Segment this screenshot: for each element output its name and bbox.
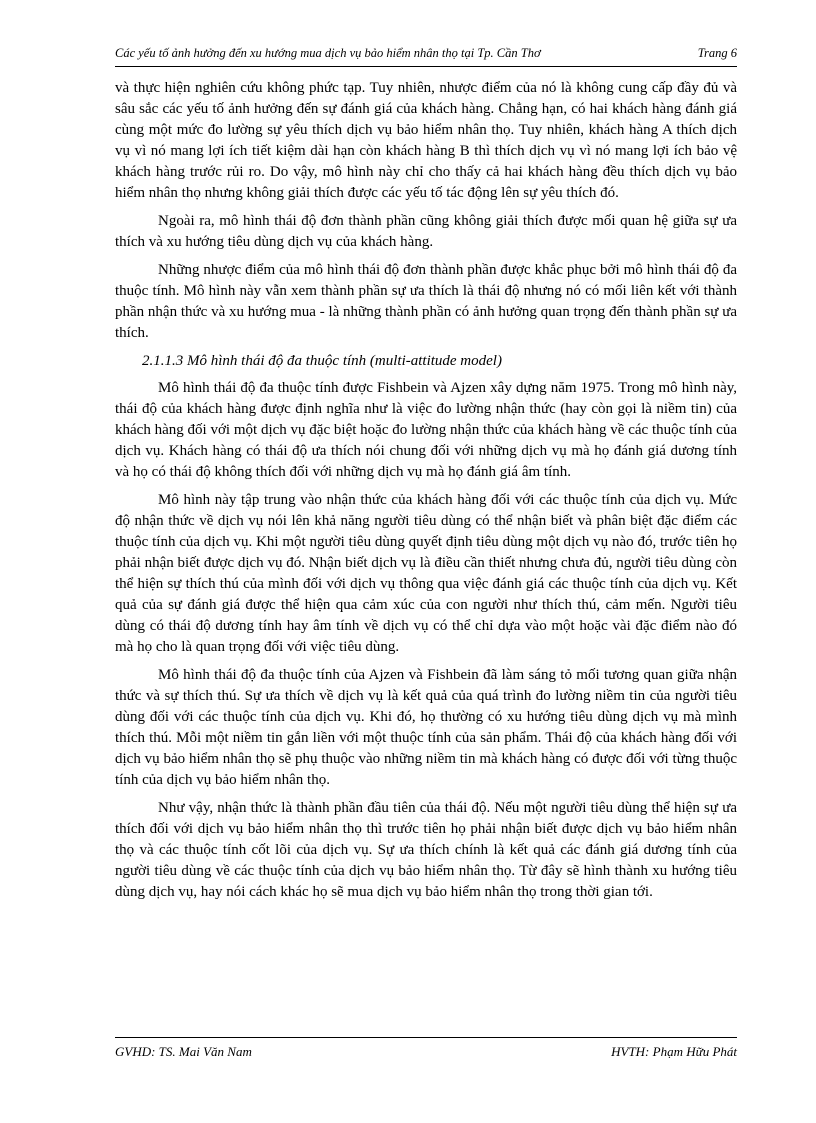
paragraph: Như vậy, nhận thức là thành phần đầu tiên của thái độ. Nếu một người tiêu dùng thể hiện sự ưa thích đối với dịch vụ bảo hiểm nhân thọ thì trước tiên họ phải nhận biết được dịch vụ bảo hiểm nhân thọ và các thuộc tính cốt lõi của dịch vụ. Sự ưa thích chính là kết quả các đánh giá dương tính của người tiêu dùng về các thuộc tính của dịch vụ bảo hiểm nhân thọ. Từ đây sẽ hình thành xu hướng tiêu dùng dịch vụ, hay nói cách khác họ sẽ mua dịch vụ bảo hiểm nhân thọ trong thời gian tới. — [115, 800, 737, 900]
page-header — [115, 44, 737, 67]
header-title: Các yếu tố ảnh hưởng đến xu hướng mua dịch vụ bảo hiểm nhân thọ tại Tp. Cần Thơ — [115, 46, 541, 60]
paragraph: và thực hiện nghiên cứu không phức tạp. Tuy nhiên, nhược điểm của nó là không cung cấp đầy đủ và sâu sắc các yếu tố ảnh hưởng đến sự đánh giá của khách hàng. Chẳng hạn, có hai khách hàng đánh giá cùng một mức đo lường sự yêu thích dịch vụ bảo hiểm nhân thọ. Tuy nhiên, khách hàng A thích dịch vụ vì nó mang lợi ích tiết kiệm dài hạn còn khách hàng B thì thích dịch vụ vì nó mang lợi ích bảo vệ khách hàng trước rủi ro. Do vậy, mô hình này chỉ cho thấy cả hai khách hàng đều thích dịch vụ bảo hiểm nhân thọ nhưng không giải thích được các yếu tố tác động lên sự yêu thích đó. — [115, 80, 737, 201]
footer-student: HVTH: Phạm Hữu Phát — [611, 1044, 737, 1059]
header-page-number: Trang 6 — [697, 46, 737, 60]
footer-advisor: GVHD: TS. Mai Văn Nam — [115, 1044, 252, 1059]
document-body — [115, 78, 737, 910]
paragraph: Những nhược điểm của mô hình thái độ đơn thành phần được khắc phục bởi mô hình thái độ đa thuộc tính. Mô hình này vẫn xem thành phần sự ưa thích là thái độ nhưng nó có mối liên kết với thành phần nhận thức và xu hướng mua - là những thành phần có ảnh hưởng quan trọng đến thành phần sự ưa thích. — [115, 262, 737, 341]
paragraph: Ngoài ra, mô hình thái độ đơn thành phần cũng không giải thích được mối quan hệ giữa sự ưa thích và xu hướng tiêu dùng dịch vụ của khách hàng. — [115, 213, 737, 250]
section-heading: 2.1.1.3 Mô hình thái độ đa thuộc tính (multi-attitude model) — [142, 353, 502, 369]
page-footer — [115, 1037, 737, 1062]
paragraph: Mô hình thái độ đa thuộc tính của Ajzen và Fishbein đã làm sáng tỏ mối tương quan giữa nhận thức và sự thích thú. Sự ưa thích về dịch vụ là kết quả của quá trình đo lường niềm tin của người tiêu dùng đối với các thuộc tính của dịch vụ. Khi đó, họ thường có xu hướng tiêu dùng dịch vụ mà mình thích thú. Mỗi một niềm tin gắn liền với một thuộc tính của sản phẩm. Thái độ của khách hàng đối với dịch vụ bảo hiểm nhân thọ sẽ phụ thuộc vào những niềm tin mà khách hàng có được đối với từng thuộc tính của dịch vụ bảo hiểm nhân thọ. — [115, 667, 737, 788]
paragraph: Mô hình này tập trung vào nhận thức của khách hàng đối với các thuộc tính của dịch vụ. Mức độ nhận thức về dịch vụ nói lên khả năng người tiêu dùng có thể nhận biết và phân biệt đặc điểm các thuộc tính của dịch vụ. Khi một người tiêu dùng quyết định tiêu dùng một dịch vụ nào đó, trước tiên họ phải nhận biết được dịch vụ đó. Nhận biết dịch vụ là điều cần thiết nhưng chưa đủ, người tiêu dùng còn thể hiện sự thích thú của mình đối với dịch vụ thông qua việc đánh giá các thuộc tính của dịch vụ. Kết quả của sự đánh giá được thể hiện qua cảm xúc của con người như thích thú, cảm mến. Người tiêu dùng có thái độ dương tính hay âm tính về dịch vụ có thể chỉ dựa vào một hoặc vài đặc điểm nào đó mà họ cho là quan trọng đối với việc tiêu dùng. — [115, 492, 737, 655]
paragraph: Mô hình thái độ đa thuộc tính được Fishbein và Ajzen xây dựng năm 1975. Trong mô hình này, thái độ của khách hàng được định nghĩa như là việc đo lường nhận thức (hay còn gọi là niềm tin) của khách hàng đối với một dịch vụ đặc biệt hoặc đo lường nhận thức của khách hàng về các thuộc tính của dịch vụ. Khách hàng có thái độ ưa thích nói chung đối với những dịch vụ mà họ đánh giá dương tính và họ có thái độ không thích đối với những dịch vụ mà họ đánh giá âm tính. — [115, 380, 737, 480]
